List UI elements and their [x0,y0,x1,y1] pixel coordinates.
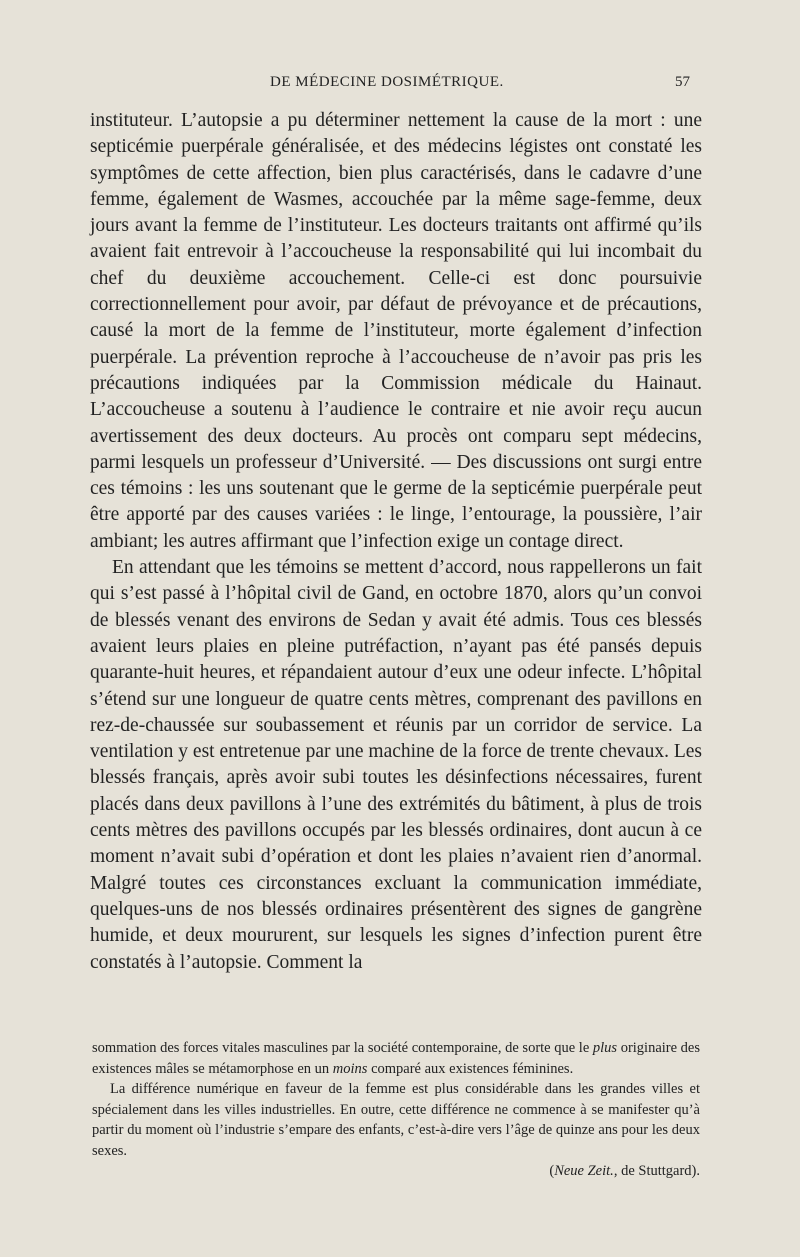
paragraph-2: En attendant que les témoins se mettent d’accord, nous rappellerons un fait qui s’est passé à l’hôpital civil de Gand, en octobre 1870, alors qu’un convoi de blessés venant des environs de Sedan y avait été admis. Tous ces blessés avaient leurs plaies en pleine putréfaction, n’ayant pas été pansés depuis quarante-huit heures, et répandaient autour d’eux une odeur infecte. L’hôpital s’étend sur une longueur de quatre cents mètres, comprenant des pavillons en rez-de-chaussée sur soubassement et réunis par un corridor de service. La ventilation y est entretenue par une machine de la force de trente chevaux. Les blessés français, après avoir subi toutes les désinfections nécessaires, furent placés dans deux pavillons à l’une des extrémités du bâtiment, à plus de trois cents mètres des pavillons occupés par les blessés ordinaires, dont aucun à ce moment n’avait subi d’opération et dont les plaies n’avaient rien d’anormal. Malgré toutes ces circonstances excluant la communication immédiate, quelques-uns de nos blessés ordinaires présentèrent des signes de gangrène humide, et deux moururent, sur lesquels les signes d’infection purent être constatés à l’autopsie. Comment la [90,557,702,973]
footnote-source-rest: , de Stuttgard). [613,1163,700,1179]
footnote-source-title: Neue Zeit. [554,1163,614,1179]
main-text [90,108,702,976]
footnote-text: comparé aux existences féminines. [367,1060,574,1077]
footnote-text: originaire des existences mâles se métamorphose en un [92,1040,701,1077]
footnote-emphasis-plus: plus [592,1040,618,1056]
footnote-paragraph-1 [92,1038,700,1079]
running-header [90,74,690,98]
paragraph-1: instituteur. L’autopsie a pu déterminer nettement la cause de la mort : une septicémie puerpérale généralisée, et des médecins légistes ont constaté les symptômes de cette affection, bien plus caractérisés, dans le cadavre d’une femme, également de Wasmes, accouchée par la même sage-femme, deux jours avant la femme de l’instituteur. Les docteurs traitants ont affirmé qu’ils avaient fait entrevoir à l’accoucheuse la responsabilité qui lui incombait du chef du deuxième accouchement. Celle-ci est donc poursuivie correctionnellement pour avoir, par défaut de prévoyance et de précautions, causé la mort de la femme de l’instituteur, morte également d’infection puerpérale. La prévention reproche à l’accoucheuse de n’avoir pas pris les précautions indiquées par la Commission médicale du Hainaut. L’accoucheuse a soutenu à l’audience le contraire et nie avoir reçu aucun avertissement des deux docteurs. Au procès ont comparu sept médecins, parmi lesquels un professeur d’Université. — Des discussions ont surgi entre ces témoins : les uns soutenant que le germe de la septicémie puerpérale peut être apporté par des causes variées : le linge, l’entourage, la poussière, l’air ambiant; les autres affirmant que l’infection exige un contage direct. [90,110,702,552]
footnote-text: sommation des forces vitales masculines par la société contemporaine, de sorte que le [92,1040,593,1056]
footnote-source-open: ( [549,1163,555,1179]
running-head-title: DE MÉDECINE DOSIMÉTRIQUE. [270,74,504,90]
footnote-emphasis-moins: moins [332,1060,368,1077]
page-number: 57 [675,74,690,90]
footnote-source [92,1161,700,1182]
footnote [92,1038,700,1182]
footnote-paragraph-2: La différence numérique en faveur de la femme est plus considérable dans les grandes villes et spécialement dans les villes industrielles. En outre, cette différence ne commence à se manifester qu’à partir du moment où l’industrie s’empare des enfants, c’est-à-dire vers l’âge de quinze ans pour les deux sexes. [92,1081,700,1159]
